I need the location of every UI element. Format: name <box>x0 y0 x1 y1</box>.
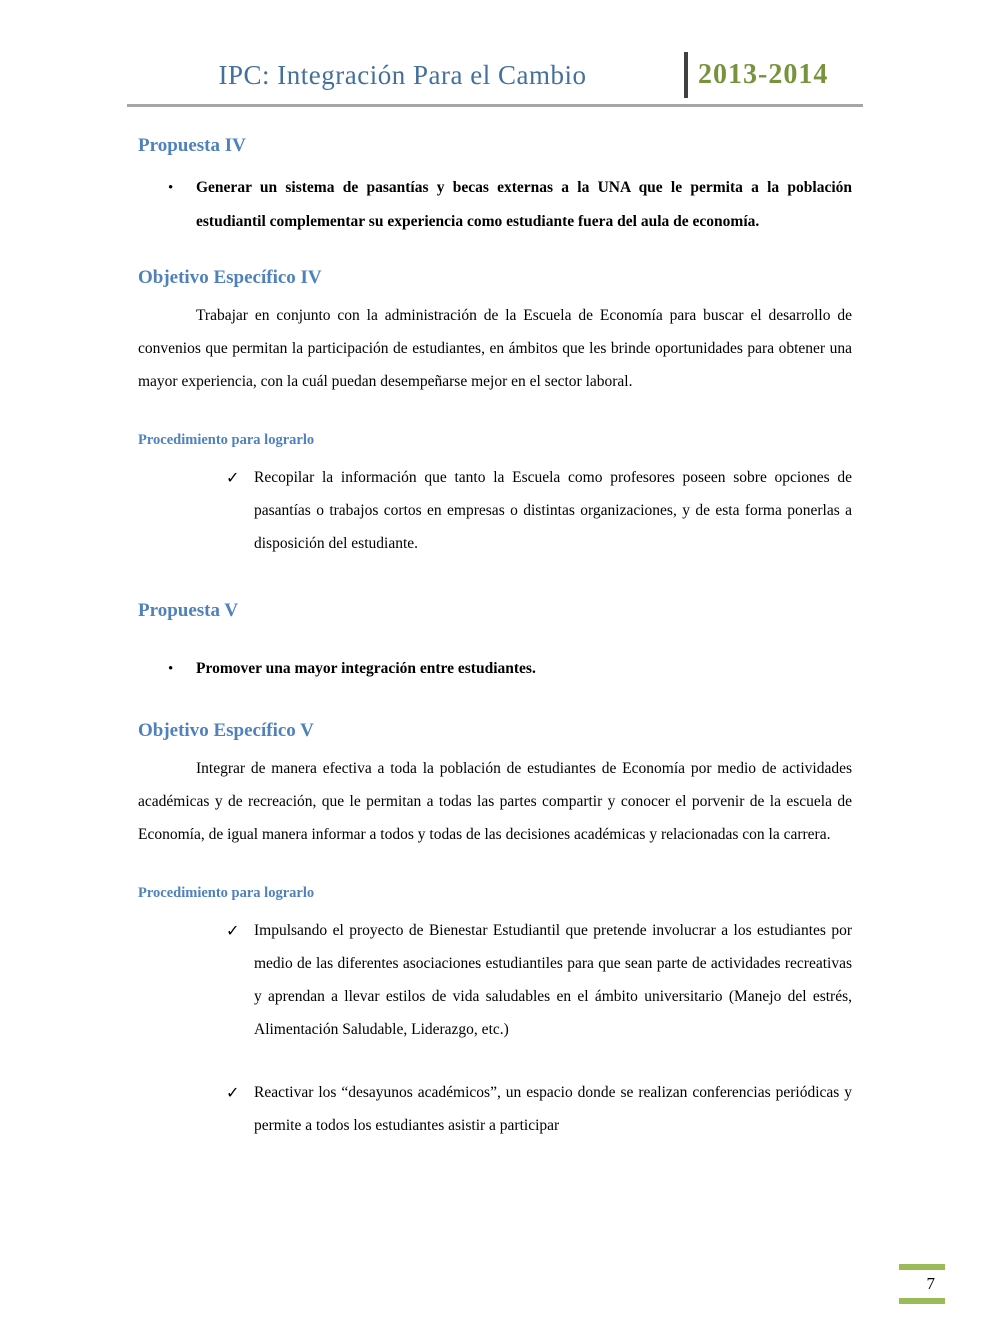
heading-objetivo-iv: Objetivo Específico IV <box>138 267 322 288</box>
check-bullet-icon: ✓ <box>226 921 240 940</box>
paragraph-objetivo-v: Integrar de manera efectiva a toda la población de estudiantes de Economía por medio de actividades académicas y de recreación, que le permitan a todas las partes compartir y conocer el porvenir de la escuela de Economía, de igual manera informar a todos y todas de las decisiones académicas y relacionadas con la carrera. <box>138 760 852 843</box>
heading-procedimiento-iv: Procedimiento para lograrlo <box>138 432 315 448</box>
list-item <box>226 461 852 560</box>
list-item <box>168 652 852 686</box>
header-row <box>127 50 863 100</box>
page-number: 7 <box>926 1274 935 1293</box>
document-title: IPC: Integración Para el Cambio <box>218 59 587 90</box>
list-item <box>168 171 852 239</box>
bullet-text: Generar un sistema de pasantías y becas externas a la UNA que le permita a la población estudiantil complementar su experiencia como estudiante fuera del aula de economía. <box>196 179 852 230</box>
check-item-text: Reactivar los “desayunos académicos”, un espacio donde se realizan conferencias periódicas y permite a todos los estudiantes asistir a participar <box>254 1084 852 1134</box>
dot-bullet-icon: • <box>168 661 174 677</box>
heading-objetivo-v: Objetivo Específico V <box>138 720 314 741</box>
heading-procedimiento-v: Procedimiento para lograrlo <box>138 885 315 901</box>
check-item-text: Impulsando el proyecto de Bienestar Estudiantil que pretende involucrar a los estudiantes por medio de las diferentes asociaciones estudiantiles para que sean parte de actividades recreativas y aprendan a llevar estilos de vida saludables en el ámbito universitario (Manejo del estrés, Alimentación Saludable, Liderazgo, etc.) <box>254 922 852 1038</box>
page-header <box>127 50 863 107</box>
list-item <box>226 1076 852 1142</box>
document-page <box>0 50 990 1330</box>
bullet-text: Promover una mayor integración entre estudiantes. <box>196 660 536 677</box>
check-bullet-icon: ✓ <box>226 1083 240 1102</box>
check-item-text: Recopilar la información que tanto la Escuela como profesores poseen sobre opciones de pasantías o trabajos cortos en empresas o distintas organizaciones, y de esta forma ponerlas a disposición del estudiante. <box>254 469 852 552</box>
footer-bottom-bar <box>899 1298 945 1304</box>
document-year: 2013-2014 <box>698 59 829 90</box>
header-divider <box>684 52 688 98</box>
page-footer <box>899 1264 945 1304</box>
dot-bullet-icon: • <box>168 180 174 196</box>
heading-propuesta-iv: Propuesta IV <box>138 135 246 156</box>
heading-propuesta-v: Propuesta V <box>138 600 239 621</box>
header-rule <box>127 104 863 107</box>
check-bullet-icon: ✓ <box>226 468 240 487</box>
document-body <box>138 135 852 1142</box>
paragraph-objetivo-iv: Trabajar en conjunto con la administración de la Escuela de Economía para buscar el desarrollo de convenios que permitan la participación de estudiantes, en ámbitos que les brinde oportunidades para obtener una mayor experiencia, con la cuál puedan desempeñarse mejor en el sector laboral. <box>138 307 852 390</box>
list-item <box>226 914 852 1046</box>
